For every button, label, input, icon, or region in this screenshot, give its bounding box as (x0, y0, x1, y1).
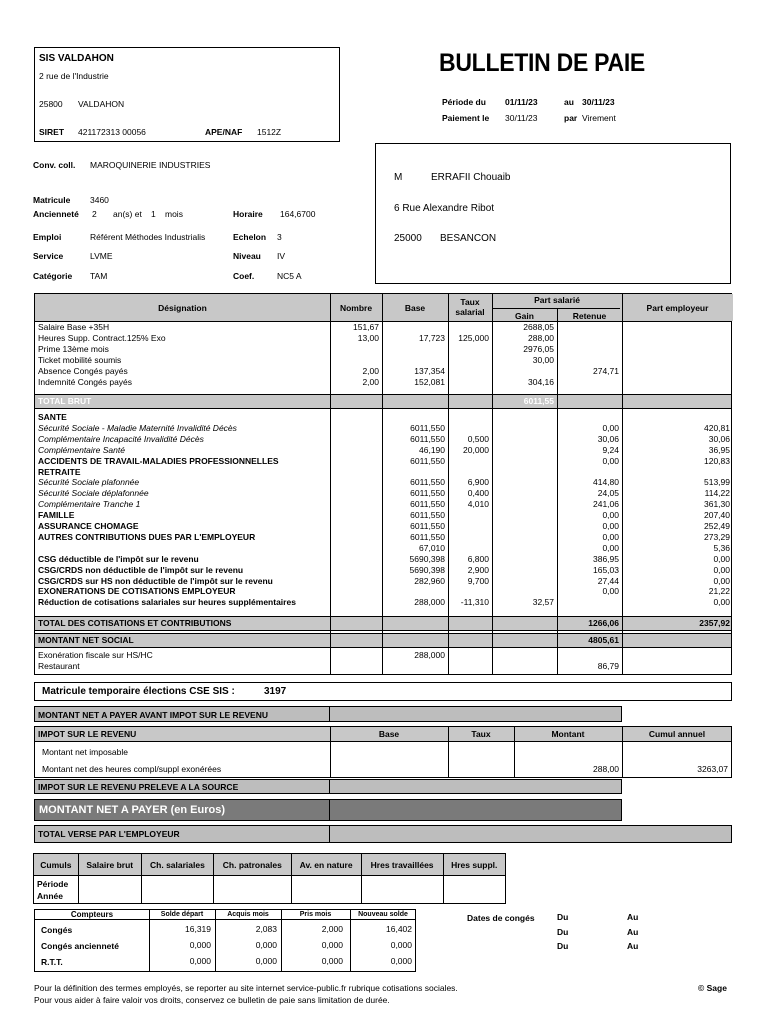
contribution-base: 6011,550 (410, 521, 445, 531)
contribution-label: Sécurité Sociale plafonnée (38, 477, 140, 488)
header-part-employeur: Part employeur (646, 303, 709, 313)
cumuls-header: Av. en nature (291, 854, 361, 876)
compteur-value: 0,000 (189, 940, 211, 950)
compteurs-header: Solde départ (160, 911, 204, 918)
contribution-row (35, 586, 733, 597)
salary-gain: 2688,05 (523, 322, 554, 332)
categorie-value: TAM (90, 271, 108, 281)
contribution-label: CSG déductible de l'impôt sur le revenu (38, 553, 199, 564)
cumuls-annee: Année (37, 890, 63, 901)
siret-label: SIRET (39, 127, 65, 137)
contribution-label: ASSURANCE CHOMAGE (38, 521, 139, 531)
contribution-base: 46,190 (419, 444, 445, 455)
cumuls-header: Ch. patronales (214, 854, 291, 876)
sage-mark: © Sage (698, 983, 727, 993)
salary-label: Ticket mobilité soumis (38, 354, 122, 365)
contribution-taux: 9,700 (467, 575, 489, 586)
salary-label: Indemnité Congés payés (38, 376, 133, 387)
contribution-row (35, 543, 733, 554)
au-label-3: Au (627, 941, 639, 951)
exo-montant: 288,00 (593, 764, 619, 774)
du-label-3: Du (557, 941, 569, 951)
matricule-value: 3460 (90, 195, 109, 205)
salary-nombre: 13,00 (357, 332, 379, 343)
anciennete-months-unit: mois (165, 209, 183, 219)
dates-conges-label: Dates de congés (467, 913, 535, 923)
contribution-retenue: 241,06 (593, 499, 619, 510)
contribution-base: 6011,550 (410, 433, 445, 444)
contribution-row (35, 467, 733, 478)
contribution-retenue: 0,00 (602, 586, 619, 597)
cumuls-header: Hres suppl. (443, 854, 505, 876)
restaurant-value: 86,79 (597, 661, 619, 671)
paiement-date: 30/11/23 (505, 113, 538, 123)
contribution-retenue: 386,95 (593, 553, 619, 564)
footer-line-1: Pour la définition des termes employés, se reporter au site internet service-public.fr rubrique cotisations sociales. (34, 983, 458, 993)
total-verse-label: TOTAL VERSE PAR L'EMPLOYEUR (38, 829, 180, 839)
document-title: BULLETIN DE PAIE (439, 49, 646, 77)
contribution-base: 6011,550 (410, 488, 445, 499)
contribution-row (35, 488, 733, 499)
anciennete-years: 2 (92, 209, 97, 219)
compteur-value: 0,000 (321, 956, 343, 966)
contribution-retenue: 0,00 (602, 531, 619, 542)
contribution-row (35, 499, 733, 510)
matricule-label: Matricule (33, 195, 71, 205)
compteur-value: 2,000 (321, 924, 343, 934)
contribution-label: Complémentaire Tranche 1 (38, 499, 141, 510)
categorie-label: Catégorie (33, 271, 73, 281)
employee-address-box (375, 143, 731, 284)
salary-label: Heures Supp. Contract.125% Exo (38, 332, 166, 343)
contribution-row (35, 434, 733, 445)
contribution-taux: 20,000 (463, 444, 489, 455)
contribution-base: 6011,550 (410, 422, 445, 433)
cumuls-header: Cumuls (34, 854, 79, 876)
cumuls-header: Hres travaillées (361, 854, 443, 876)
contribution-retenue: 27,44 (597, 575, 619, 586)
par-label: par (564, 113, 578, 123)
compteur-value: 16,402 (386, 924, 412, 934)
cse-bar (34, 682, 732, 701)
emploi-value: Référent Méthodes Industrialis (90, 232, 206, 242)
contribution-taux: 6,800 (467, 553, 489, 564)
periode-to: 30/11/23 (582, 97, 615, 107)
apenaf-label: APE/NAF (205, 127, 243, 137)
compteur-label: Congés ancienneté (41, 941, 119, 951)
total-cotisations-retenue: 1266,06 (588, 618, 619, 628)
contribution-row (35, 412, 733, 423)
net-social-value: 4805,61 (588, 635, 619, 645)
contribution-label: Réduction de cotisations salariales sur heures supplémentaires (38, 597, 296, 608)
emploi-label: Emploi (33, 232, 62, 242)
contribution-base: 6011,550 (410, 455, 445, 466)
contribution-base: 5690,398 (409, 553, 445, 564)
contribution-taux: 0,500 (467, 433, 489, 444)
coef-label: Coef. (233, 271, 255, 281)
exo-label: Montant net des heures compl/suppl exonérées (42, 764, 222, 774)
compteur-value: 0,000 (255, 940, 277, 950)
contribution-employeur: 36,95 (708, 444, 730, 455)
salary-nombre: 151,67 (353, 322, 379, 332)
niveau-value: IV (277, 251, 286, 261)
cumuls-table (33, 853, 506, 904)
salary-base: 137,354 (414, 365, 445, 376)
cumuls-header: Salaire brut (78, 854, 141, 876)
contribution-retenue: 0,00 (602, 510, 619, 521)
salary-taux: 125,000 (458, 332, 489, 343)
net-avant-impot-bar (34, 706, 330, 722)
periode-label: Période du (442, 97, 486, 107)
horaire-value: 164,6700 (280, 209, 316, 219)
contribution-label: Complémentaire Santé (38, 444, 125, 455)
siret-value: 421172313 00056 (78, 127, 146, 137)
au-label: au (564, 97, 574, 107)
contribution-base: 282,960 (414, 575, 445, 586)
exo-cumul: 3263,07 (697, 764, 728, 774)
niveau-label: Niveau (233, 251, 261, 261)
anciennete-years-unit: an(s) et (113, 209, 142, 219)
periode-from: 01/11/23 (505, 97, 538, 107)
salary-base: 17,723 (419, 332, 445, 343)
net-social-label: MONTANT NET SOCIAL (38, 635, 134, 645)
employer-box (34, 47, 340, 142)
echelon-value: 3 (277, 232, 282, 242)
contribution-employeur: 273,29 (704, 531, 730, 542)
exoneration-base: 288,000 (414, 650, 445, 660)
compteurs-header: Acquis mois (227, 911, 269, 918)
contribution-employeur: 252,49 (704, 521, 730, 531)
compteurs-table (34, 909, 416, 972)
salary-nombre: 2,00 (362, 376, 379, 387)
impot-table (34, 726, 732, 778)
employee-postcode: 25000 (394, 233, 422, 244)
contribution-taux: -11,310 (460, 597, 489, 608)
salary-row (35, 344, 733, 355)
conv-label: Conv. coll. (33, 160, 76, 170)
compteur-value: 0,000 (390, 956, 412, 966)
service-value: LVME (90, 251, 113, 261)
compteur-value: 0,000 (189, 956, 211, 966)
contribution-row (35, 576, 733, 587)
contribution-retenue: 24,05 (597, 488, 619, 499)
contribution-retenue: 0,00 (602, 455, 619, 466)
salary-base: 152,081 (414, 376, 445, 387)
contribution-employeur: 361,30 (704, 499, 730, 510)
contribution-taux: 6,900 (467, 477, 489, 488)
salary-gain: 2976,05 (523, 343, 554, 354)
contribution-employeur: 0,00 (713, 597, 730, 608)
employer-postcode: 25800 (39, 99, 63, 109)
contribution-taux: 2,900 (467, 564, 489, 575)
contribution-base: 6011,550 (410, 531, 445, 542)
apenaf-value: 1512Z (257, 127, 282, 137)
contribution-row (35, 510, 733, 521)
employee-name: ERRAFII Chouaib (431, 172, 511, 183)
echelon-label: Echelon (233, 232, 267, 242)
employee-street: 6 Rue Alexandre Ribot (394, 203, 495, 214)
header-taux: Taux salarial (455, 297, 485, 317)
contribution-retenue: 165,03 (593, 564, 619, 575)
contribution-label: ACCIDENTS DE TRAVAIL-MALADIES PROFESSIONNELLES (38, 455, 279, 466)
contribution-label: EXONERATIONS DE COTISATIONS EMPLOYEUR (38, 586, 236, 597)
contribution-taux: 4,010 (467, 499, 489, 510)
contribution-base: 67,010 (419, 542, 445, 553)
contribution-employeur: 0,00 (713, 564, 730, 575)
contribution-employeur: 120,83 (704, 455, 730, 466)
contribution-label: Sécurité Sociale déplafonnée (38, 488, 149, 499)
contribution-retenue: 9,24 (602, 444, 619, 455)
net-a-payer-bar (34, 799, 330, 821)
horaire-label: Horaire (233, 209, 263, 219)
cumuls-periode: Période (37, 878, 69, 889)
contribution-retenue: 0,00 (602, 422, 619, 433)
contribution-row (35, 532, 733, 543)
coef-value: NC5 A (277, 271, 302, 281)
contribution-label: CSG/CRDS sur HS non déductible de l'impôt sur le revenu (38, 575, 273, 586)
header-designation: Désignation (158, 303, 207, 313)
au-label-2: Au (627, 927, 639, 937)
contribution-label: Complémentaire Incapacité Invalidité Décès (38, 433, 204, 444)
contribution-retenue: 0,00 (602, 521, 619, 531)
contribution-employeur: 5,36 (713, 542, 730, 553)
service-label: Service (33, 251, 64, 261)
contribution-row (35, 565, 733, 576)
contribution-employeur: 114,22 (704, 488, 730, 499)
salary-row (35, 333, 733, 344)
contribution-employeur: 420,81 (704, 422, 730, 433)
header-retenue: Retenue (572, 311, 607, 321)
compteur-value: 2,083 (255, 924, 277, 934)
contribution-employeur: 0,00 (713, 575, 730, 586)
contribution-base: 6011,550 (410, 477, 445, 488)
contribution-employeur: 21,22 (708, 586, 730, 597)
employer-address: 2 rue de l'Industrie (39, 71, 109, 81)
au-label-1: Au (627, 912, 639, 922)
impot-cumul-header: Cumul annuel (648, 729, 706, 739)
impot-taux-header: Taux (471, 729, 491, 739)
salary-row (35, 355, 733, 366)
anciennete-label: Ancienneté (33, 209, 79, 219)
payslip-table (34, 293, 732, 675)
salary-gain: 304,16 (528, 376, 554, 387)
impot-montant-header: Montant (551, 729, 585, 739)
contribution-label: CSG/CRDS non déductible de l'impôt sur le revenu (38, 564, 244, 575)
contribution-base: 6011,550 (410, 510, 445, 521)
contribution-label: AUTRES CONTRIBUTIONS DUES PAR L'EMPLOYEUR (38, 531, 256, 542)
header-base: Base (404, 303, 426, 313)
contribution-row (35, 445, 733, 456)
header-nombre: Nombre (339, 303, 373, 313)
compteur-label: R.T.T. (41, 957, 63, 967)
compteurs-header: Nouveau solde (358, 911, 408, 918)
employer-city: VALDAHON (78, 99, 125, 109)
exoneration-label: Exonération fiscale sur HS/HC (38, 650, 153, 660)
compteur-value: 0,000 (321, 940, 343, 950)
compteur-label: Congés (41, 925, 73, 935)
employee-city: BESANCON (440, 233, 497, 244)
salary-row (35, 322, 733, 333)
paiement-method: Virement (582, 113, 616, 123)
anciennete-months: 1 (151, 209, 156, 219)
contribution-label: FAMILLE (38, 510, 75, 521)
contribution-row (35, 554, 733, 565)
compteur-value: 0,000 (390, 940, 412, 950)
contribution-label: SANTE (38, 412, 67, 422)
contribution-row (35, 477, 733, 488)
impot-base-header: Base (378, 729, 400, 739)
header-gain: Gain (515, 311, 534, 321)
total-brut-label: TOTAL BRUT (38, 396, 92, 406)
cumuls-header: Ch. salariales (141, 854, 213, 876)
restaurant-label: Restaurant (38, 661, 80, 671)
contribution-row (35, 521, 733, 532)
du-label-2: Du (557, 927, 569, 937)
employer-name: SIS VALDAHON (39, 53, 114, 64)
contribution-employeur: 0,00 (713, 553, 730, 564)
impot-preleve-label: IMPOT SUR LE REVENU PRELEVE A LA SOURCE (38, 782, 239, 792)
compteur-value: 16,319 (185, 924, 211, 934)
compteurs-header: Pris mois (299, 911, 332, 918)
total-brut-gain: 6011,55 (523, 396, 554, 406)
conv-value: MAROQUINERIE INDUSTRIES (90, 160, 211, 170)
salary-label: Salaire Base +35H (38, 322, 110, 332)
salary-nombre: 2,00 (362, 365, 379, 376)
contribution-row (35, 423, 733, 434)
net-a-payer-label: MONTANT NET A PAYER (en Euros) (39, 804, 225, 816)
salary-gain: 30,00 (532, 354, 554, 365)
total-cotisations-label: TOTAL DES COTISATIONS ET CONTRIBUTIONS (38, 618, 232, 628)
contribution-gain: 32,57 (532, 597, 554, 608)
salary-gain: 288,00 (528, 332, 554, 343)
footer-line-2: Pour vous aider à faire valoir vos droits, conservez ce bulletin de paie sans limitation de durée. (34, 995, 390, 1005)
contribution-base: 5690,398 (409, 564, 445, 575)
contribution-employeur: 513,99 (704, 477, 730, 488)
net-avant-impot-label: MONTANT NET A PAYER AVANT IMPOT SUR LE REVENU (38, 710, 268, 720)
compteurs-header: Compteurs (70, 910, 114, 919)
contribution-retenue: 0,00 (602, 542, 619, 553)
salary-row (35, 377, 733, 388)
paiement-label: Paiement le (442, 113, 490, 123)
contribution-retenue: 414,80 (593, 477, 619, 488)
contribution-row (35, 597, 733, 608)
contribution-employeur: 207,40 (704, 510, 730, 521)
contribution-label: RETRAITE (38, 466, 81, 477)
contribution-base: 288,000 (414, 597, 445, 608)
cse-value: 3197 (264, 686, 287, 697)
contribution-base: 6011,550 (410, 499, 445, 510)
net-imposable-label: Montant net imposable (42, 747, 128, 757)
contribution-taux: 0,400 (467, 488, 489, 499)
salary-retenue: 274,71 (593, 365, 619, 376)
total-cotisations-employeur: 2357,92 (699, 618, 730, 628)
salary-label: Prime 13ème mois (38, 343, 109, 354)
contribution-retenue: 30,06 (597, 433, 619, 444)
contribution-employeur: 30,06 (708, 433, 730, 444)
employee-civility: M (394, 172, 403, 183)
contribution-label: Sécurité Sociale - Maladie Maternité Invalidité Décès (38, 422, 237, 433)
header-part-salarie: Part salarié (534, 295, 580, 305)
salary-label: Absence Congés payés (38, 365, 128, 376)
du-label-1: Du (557, 912, 569, 922)
contribution-row (35, 456, 733, 467)
impot-label: IMPOT SUR LE REVENU (38, 729, 137, 739)
compteur-value: 0,000 (255, 956, 277, 966)
cse-label: Matricule temporaire élections CSE SIS : (42, 686, 235, 697)
salary-row (35, 366, 733, 377)
